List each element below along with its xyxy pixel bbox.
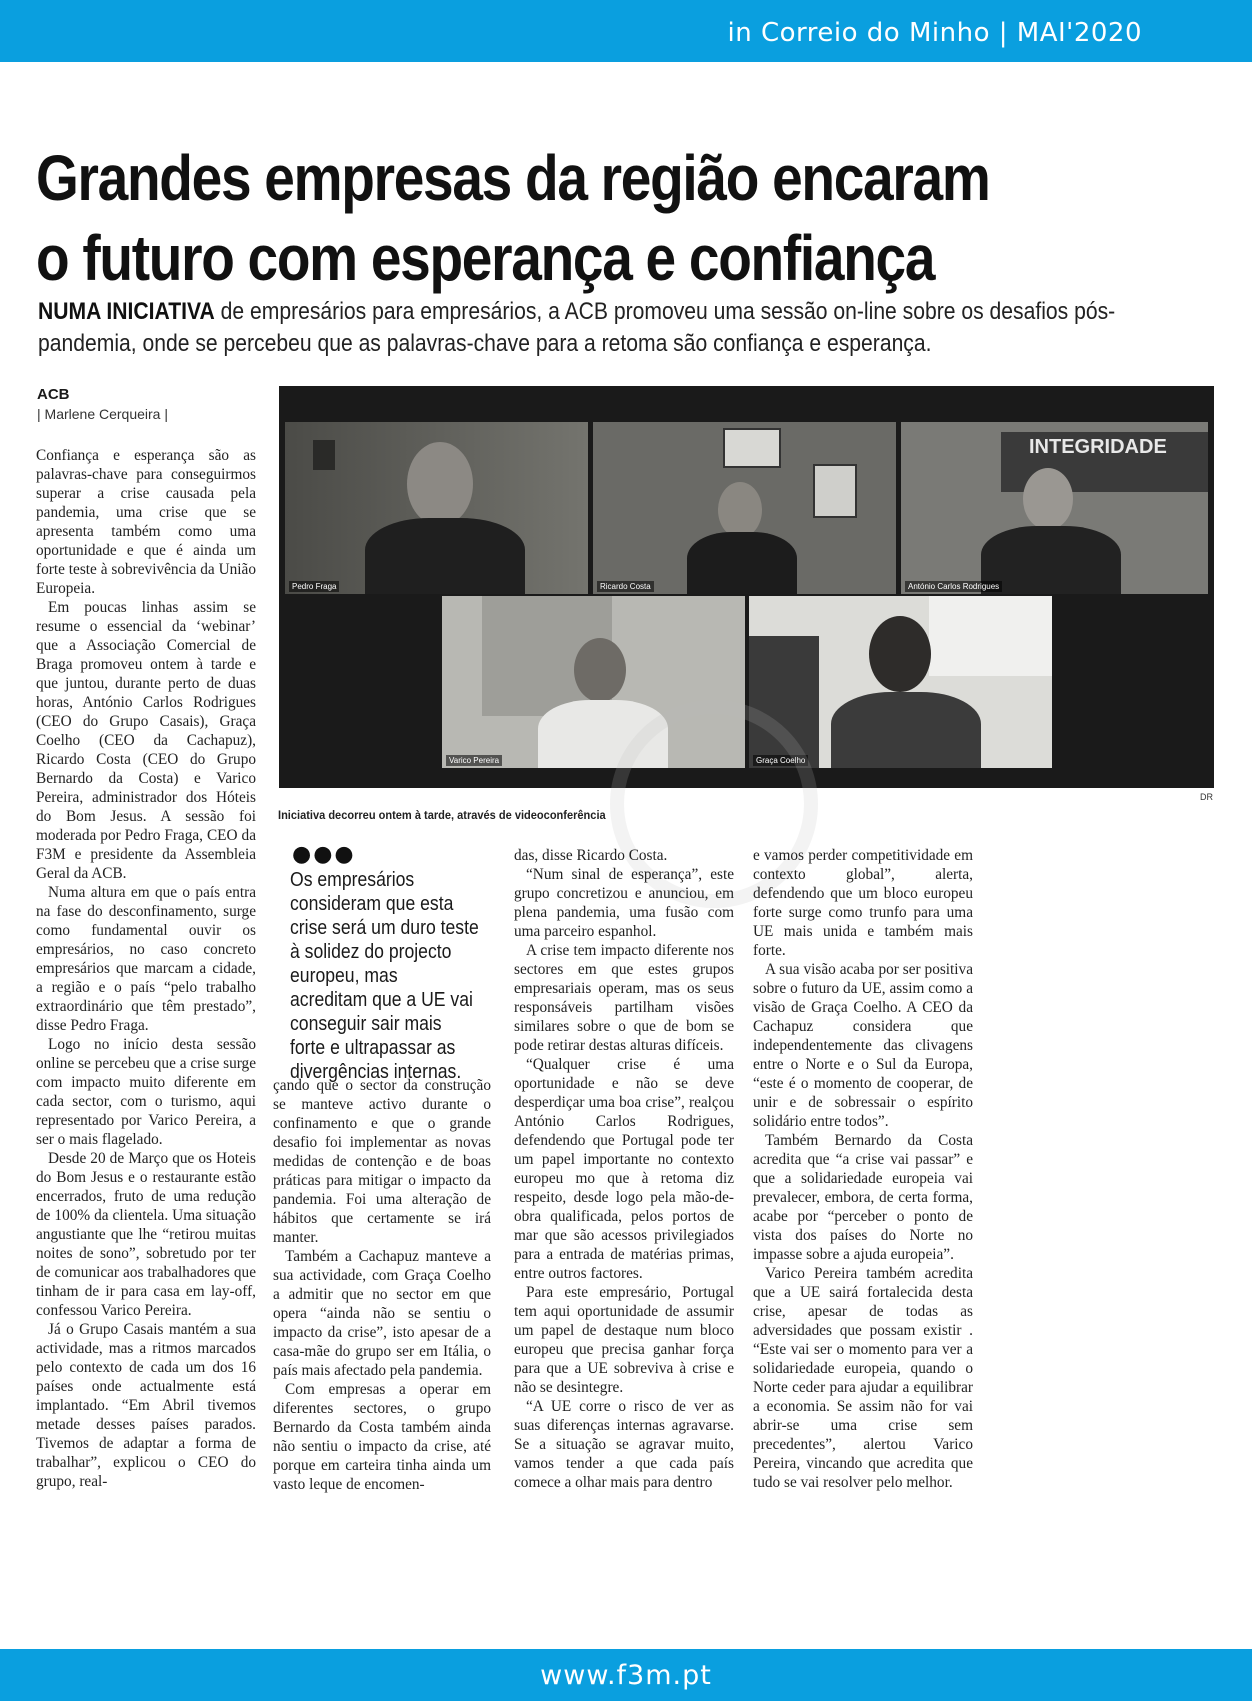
banner-text: INTEGRIDADE <box>1029 436 1167 458</box>
paragraph: das, disse Ricardo Costa. <box>514 847 668 864</box>
paragraph: Já o Grupo Casais mantém a sua actividade, mas a ritmos marcados pelo contexto de cada um dos 16 países onde actualmente está implantado. “Em Abril tivemos metade desses países parados. Tivemos de adaptar a forma de trabalhar”, explicou o CEO do grupo, real- <box>36 1321 256 1490</box>
section-label: ACB <box>37 386 70 403</box>
paragraph: Para este empresário, Portugal tem aqui oportunidade de assumir um papel de destaque num bloco europeu que precisa ganhar força para que a UE sobreviva à crise e não se desintegre. <box>514 1284 734 1396</box>
pullquote-dots-icon: ●●● <box>292 842 356 867</box>
paragraph: Desde 20 de Março que os Hoteis do Bom Jesus e o restaurante estão encerrados, fruto de uma redução de 100% da clientela. Uma situação angustiante que lhe “retirou muitas noites de sono”, sobretudo por ter de comunicar aos trabalhadores que tinham de ir para casa em lay-off, confessou Varico Pereira. <box>36 1150 256 1319</box>
paragraph: Também Bernardo da Costa acredita que “a crise vai passar” e que a solidariedade europeia vai prevalecer, embora, de certa forma, acabe por “perceber o ponto de vista dos países do Norte no impasse sobre a ajuda europeia”. <box>753 1132 973 1263</box>
video-tile-pedro-fraga <box>285 422 588 594</box>
paragraph: A crise tem impacto diferente nos sectores em que estes grupos empresariais operam, mas os seus responsáveis partilham visões similares sobre o que de bom se pode retirar destas alturas difíceis. <box>514 942 734 1054</box>
article-column-1 <box>36 446 256 1491</box>
author-byline: | Marlene Cerqueira | <box>37 406 168 422</box>
publication-label: in Correio do Minho | MAI'2020 <box>727 18 1142 48</box>
photo-caption: Iniciativa decorreu ontem à tarde, através de videoconferência <box>278 808 606 822</box>
participant-name: Pedro Fraga <box>289 581 339 592</box>
article-column-3 <box>514 846 734 1492</box>
lead-text: de empresários para empresários, a ACB promoveu uma sessão on-line sobre os desafios pós-pandemia, onde se percebeu que as palavras-chave para a retoma são confiança e esperança. <box>38 298 1116 357</box>
paragraph: Logo no início desta sessão online se percebeu que a crise surge com impacto muito diferente em cada sector, com o turismo, aqui representado por Varico Pereira, a ser o mais flagelado. <box>36 1036 256 1148</box>
top-banner <box>0 0 1252 62</box>
participant-name: Varico Pereira <box>446 755 502 766</box>
video-tile-antonio-carlos-rodrigues <box>901 422 1208 594</box>
paragraph: Varico Pereira também acredita que a UE sairá fortalecida desta crise, apesar de todas as adversidades que possam existir . “Este vai ser o momento para ver a solidariedade europeia, quando o Norte ceder para ajudar a equilibrar a economia. Se assim não for vai abrir-se uma crise sem precedentes”, alertou Varico Pereira, vincando que acredita que tudo se vai resolver pelo melhor. <box>753 1265 973 1491</box>
paragraph: e vamos perder competitividade em contexto global”, alerta, defendendo que um bloco europeu forte surge como trunfo para uma UE mais unida e também mais forte. <box>753 847 973 959</box>
paragraph: Também a Cachapuz manteve a sua actividade, com Graça Coelho a admitir que no sector em que opera “ainda não se sentiu o impacto da crise”, isto apesar de a casa-mãe do grupo ser em Itália, o país mais afectado pela pandemia. <box>273 1248 491 1379</box>
paragraph: Numa altura em que o país entra na fase do desconfinamento, surge como fundamental ouvir os empresários, no caso concreto empresários que marcam a cidade, a região e o país “pelo trabalho extraordinário que têm prestado”, disse Pedro Fraga. <box>36 884 256 1034</box>
article-column-4 <box>753 846 973 1492</box>
paragraph: “A UE corre o risco de ver as suas diferenças internas agravarse. Se a situação se agravar muito, vamos tender a que cada país comece a olhar mais para dentro <box>514 1398 734 1491</box>
paragraph: Com empresas a operar em diferentes sectores, o grupo Bernardo da Costa também ainda não sentiu o impacto da crise, até porque em carteira tinha ainda um vasto leque de encomen- <box>273 1381 491 1493</box>
lead-bold: NUMA INICIATIVA <box>38 298 215 325</box>
lead-paragraph <box>38 296 1147 360</box>
paragraph: A sua visão acaba por ser positiva sobre o futuro da UE, assim como a visão de Graça Coelho. A CEO da Cachapuz considera que independentemente das clivagens entre o Norte e o Sul da Europa, “este é o momento de cooperar, de unir e de sobressair o espírito solidário entre todos”. <box>753 961 973 1130</box>
participant-name: Graça Coelho <box>753 755 808 766</box>
pullquote: Os empresários consideram que esta crise será um duro teste à solidez do projecto europeu, mas acreditam que a UE vai conseguir sair mais forte e ultrapassar as divergências internas. <box>290 869 479 1083</box>
headline <box>36 138 1051 298</box>
paragraph: “Num sinal de esperança”, este grupo concretizou e anunciou, em plena pandemia, uma fusão com uma parceiro espanhol. <box>514 866 734 940</box>
paragraph: Confiança e esperança são as palavras-chave para conseguirmos superar a crise causada pela pandemia, uma crise que se apresenta também como uma oportunidade e que é ainda um forte teste à sobrevivência da União Europeia. <box>36 447 256 597</box>
headline-line-1: Grandes empresas da região encaram <box>36 142 990 214</box>
paragraph: Em poucas linhas assim se resume o essencial da ‘webinar’ que a Associação Comercial de Braga promoveu ontem à tarde e que juntou, durante perto de duas horas, António Carlos Rodrigues (CEO do Grupo Casais), Graça Coelho (CEO da Cachapuz), Ricardo Costa (CEO do Grupo Bernardo da Costa) e Varico Pereira, administrador dos Hóteis do Bom Jesus. A sessão foi moderada por Pedro Fraga, CEO da F3M e presidente da Assembleia Geral da ACB. <box>36 599 256 882</box>
photo-credit: DR <box>1200 792 1213 802</box>
headline-line-2: o futuro com esperança e confiança <box>36 222 935 294</box>
website-link[interactable]: www.f3m.pt <box>540 1660 712 1691</box>
article-column-2 <box>273 1076 491 1494</box>
bottom-banner <box>0 1649 1252 1701</box>
paragraph: “Qualquer crise é uma oportunidade e não se deve desperdiçar uma boa crise”, realçou António Carlos Rodrigues, defendendo que Portugal pode ter um papel importante no contexto europeu mo que à retoma diz respeito, desde logo pela mão-de-obra qualificada, pelos portos de mar que são acessos privilegiados para a entrada de matérias primas, entre outros factores. <box>514 1056 734 1282</box>
paragraph: çando que o sector da construção se manteve activo durante o confinamento e que o grande desafio foi implementar as novas medidas de contenção e de boas práticas para mitigar o impacto da pandemia. Foi uma alteração de hábitos que certamente se irá manter. <box>273 1077 491 1246</box>
participant-name: Ricardo Costa <box>597 581 654 592</box>
video-tile-ricardo-costa <box>593 422 896 594</box>
participant-name: António Carlos Rodrigues <box>905 581 1002 592</box>
